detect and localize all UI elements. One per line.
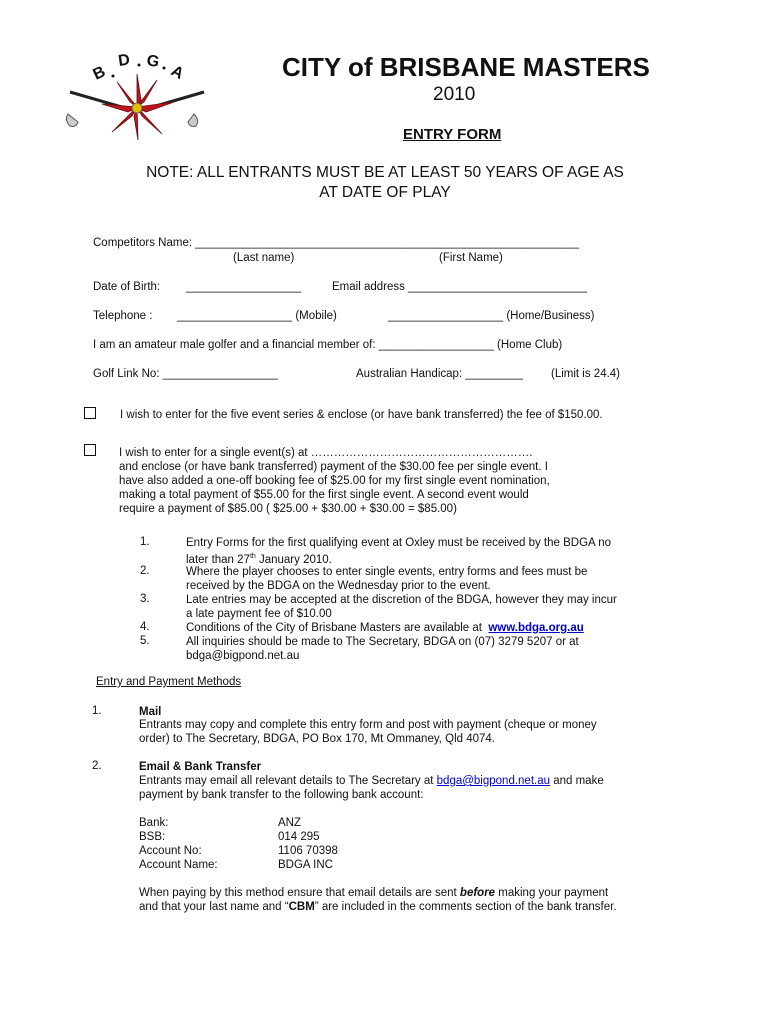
bdga-website-link[interactable]: www.bdga.org.au	[488, 622, 584, 634]
page-title: CITY of BRISBANE MASTERS	[282, 52, 650, 82]
handicap-field[interactable]: Australian Handicap: _________	[356, 368, 523, 380]
logo-letter-a: A	[168, 62, 187, 83]
bank-value: ANZ	[278, 817, 301, 829]
account-name-label: Account Name:	[139, 859, 218, 871]
logo-letter-d: D	[117, 52, 132, 70]
final-note-line1: When paying by this method ensure that email details are sent before making your payment	[139, 887, 609, 899]
mail-title: Mail	[139, 706, 162, 718]
condition-5-line2: bdga@bigpond.net.au	[186, 650, 300, 662]
five-series-checkbox[interactable]	[84, 407, 96, 419]
single-event-line5: require a payment of $85.00 ( $25.00 + $30.00 + $30.00 = $85.00)	[119, 503, 457, 515]
mail-line1: Entrants may copy and complete this entry form and post with payment (cheque or money	[139, 719, 597, 731]
account-no-value: 1106 70398	[278, 845, 338, 857]
single-event-line2: and enclose (or have bank transferred) payment of the $30.00 fee per single event. I	[119, 461, 548, 473]
condition-number: 4.	[140, 621, 150, 633]
email-bank-line2: payment by bank transfer to the following bank account:	[139, 789, 424, 801]
golf-link-field[interactable]: Golf Link No: __________________	[93, 368, 278, 380]
email-bank-line1: Entrants may email all relevant details to The Secretary at bdga@bigpond.net.au and make	[139, 775, 604, 787]
last-name-caption: (Last name)	[233, 252, 295, 264]
condition-3-line2: a late payment fee of $10.00	[186, 608, 332, 620]
mail-line2: order) to The Secretary, BDGA, PO Box 170, Mt Ommaney, Qld 4074.	[139, 733, 496, 745]
condition-number: 5.	[140, 635, 150, 647]
bsb-value: 014 295	[278, 831, 320, 843]
condition-1-line2: later than 27th January 2010.	[186, 553, 332, 566]
age-note-line2: AT DATE OF PLAY	[319, 184, 451, 201]
telephone-label: Telephone :	[93, 310, 153, 322]
bank-label: Bank:	[139, 817, 169, 829]
dob-label: Date of Birth:	[93, 281, 161, 293]
competitors-name-field[interactable]: Competitors Name: ____________________________________________________________	[93, 237, 579, 249]
handicap-limit: (Limit is 24.4)	[551, 368, 621, 380]
account-name-value: BDGA INC	[278, 859, 333, 871]
condition-2-line2: received by the BDGA on the Wednesday prior to the event.	[186, 580, 491, 592]
bsb-label: BSB:	[139, 831, 166, 843]
form-title: ENTRY FORM	[403, 126, 502, 143]
age-note-line1: NOTE: ALL ENTRANTS MUST BE AT LEAST 50 YEARS OF AGE AS	[146, 164, 624, 181]
dob-field[interactable]: __________________	[186, 281, 302, 293]
event-year: 2010	[433, 84, 476, 105]
condition-number: 2.	[140, 565, 150, 577]
method-number: 2.	[92, 760, 102, 772]
single-event-line3: have also added a one-off booking fee of $25.00 for my first single event nomination,	[119, 475, 550, 487]
single-event-line1: I wish to enter for a single event(s) at ………………………………………………….	[119, 447, 533, 459]
condition-2-line1: Where the player chooses to enter single events, entry forms and fees must be	[186, 566, 588, 578]
logo-letter-g: G	[145, 52, 161, 72]
bdga-logo	[62, 52, 212, 147]
condition-4: Conditions of the City of Brisbane Masters are available at www.bdga.org.au	[186, 622, 584, 634]
home-business-field[interactable]: __________________ (Home/Business)	[388, 310, 595, 322]
methods-heading: Entry and Payment Methods	[96, 676, 242, 688]
email-field[interactable]: Email address ____________________________	[332, 281, 588, 293]
single-event-line4: making a total payment of $55.00 for the first single event. A second event would	[119, 489, 529, 501]
email-bank-title: Email & Bank Transfer	[139, 761, 262, 773]
first-name-caption: (First Name)	[439, 252, 503, 264]
home-club-field[interactable]: I am an amateur male golfer and a financial member of: __________________ (Home Club)	[93, 339, 563, 351]
condition-1-line1: Entry Forms for the first qualifying event at Oxley must be received by the BDGA no	[186, 537, 612, 549]
condition-number: 3.	[140, 593, 150, 605]
method-number: 1.	[92, 705, 102, 717]
five-series-text: I wish to enter for the five event series & enclose (or have bank transferred) the fee of $150.00.	[120, 409, 603, 421]
condition-5-line1: All inquiries should be made to The Secretary, BDGA on (07) 3279 5207 or at	[186, 636, 579, 648]
final-note-line2: and that your last name and “CBM” are included in the comments section of the bank transfer.	[139, 901, 617, 913]
secretary-email-link[interactable]: bdga@bigpond.net.au	[436, 775, 551, 787]
account-no-label: Account No:	[139, 845, 202, 857]
logo-letter-b: B	[90, 63, 109, 84]
mobile-field[interactable]: __________________ (Mobile)	[177, 310, 337, 322]
condition-number: 1.	[140, 536, 150, 548]
condition-3-line1: Late entries may be accepted at the discretion of the BDGA, however they may incur	[186, 594, 617, 606]
single-event-checkbox[interactable]	[84, 444, 96, 456]
